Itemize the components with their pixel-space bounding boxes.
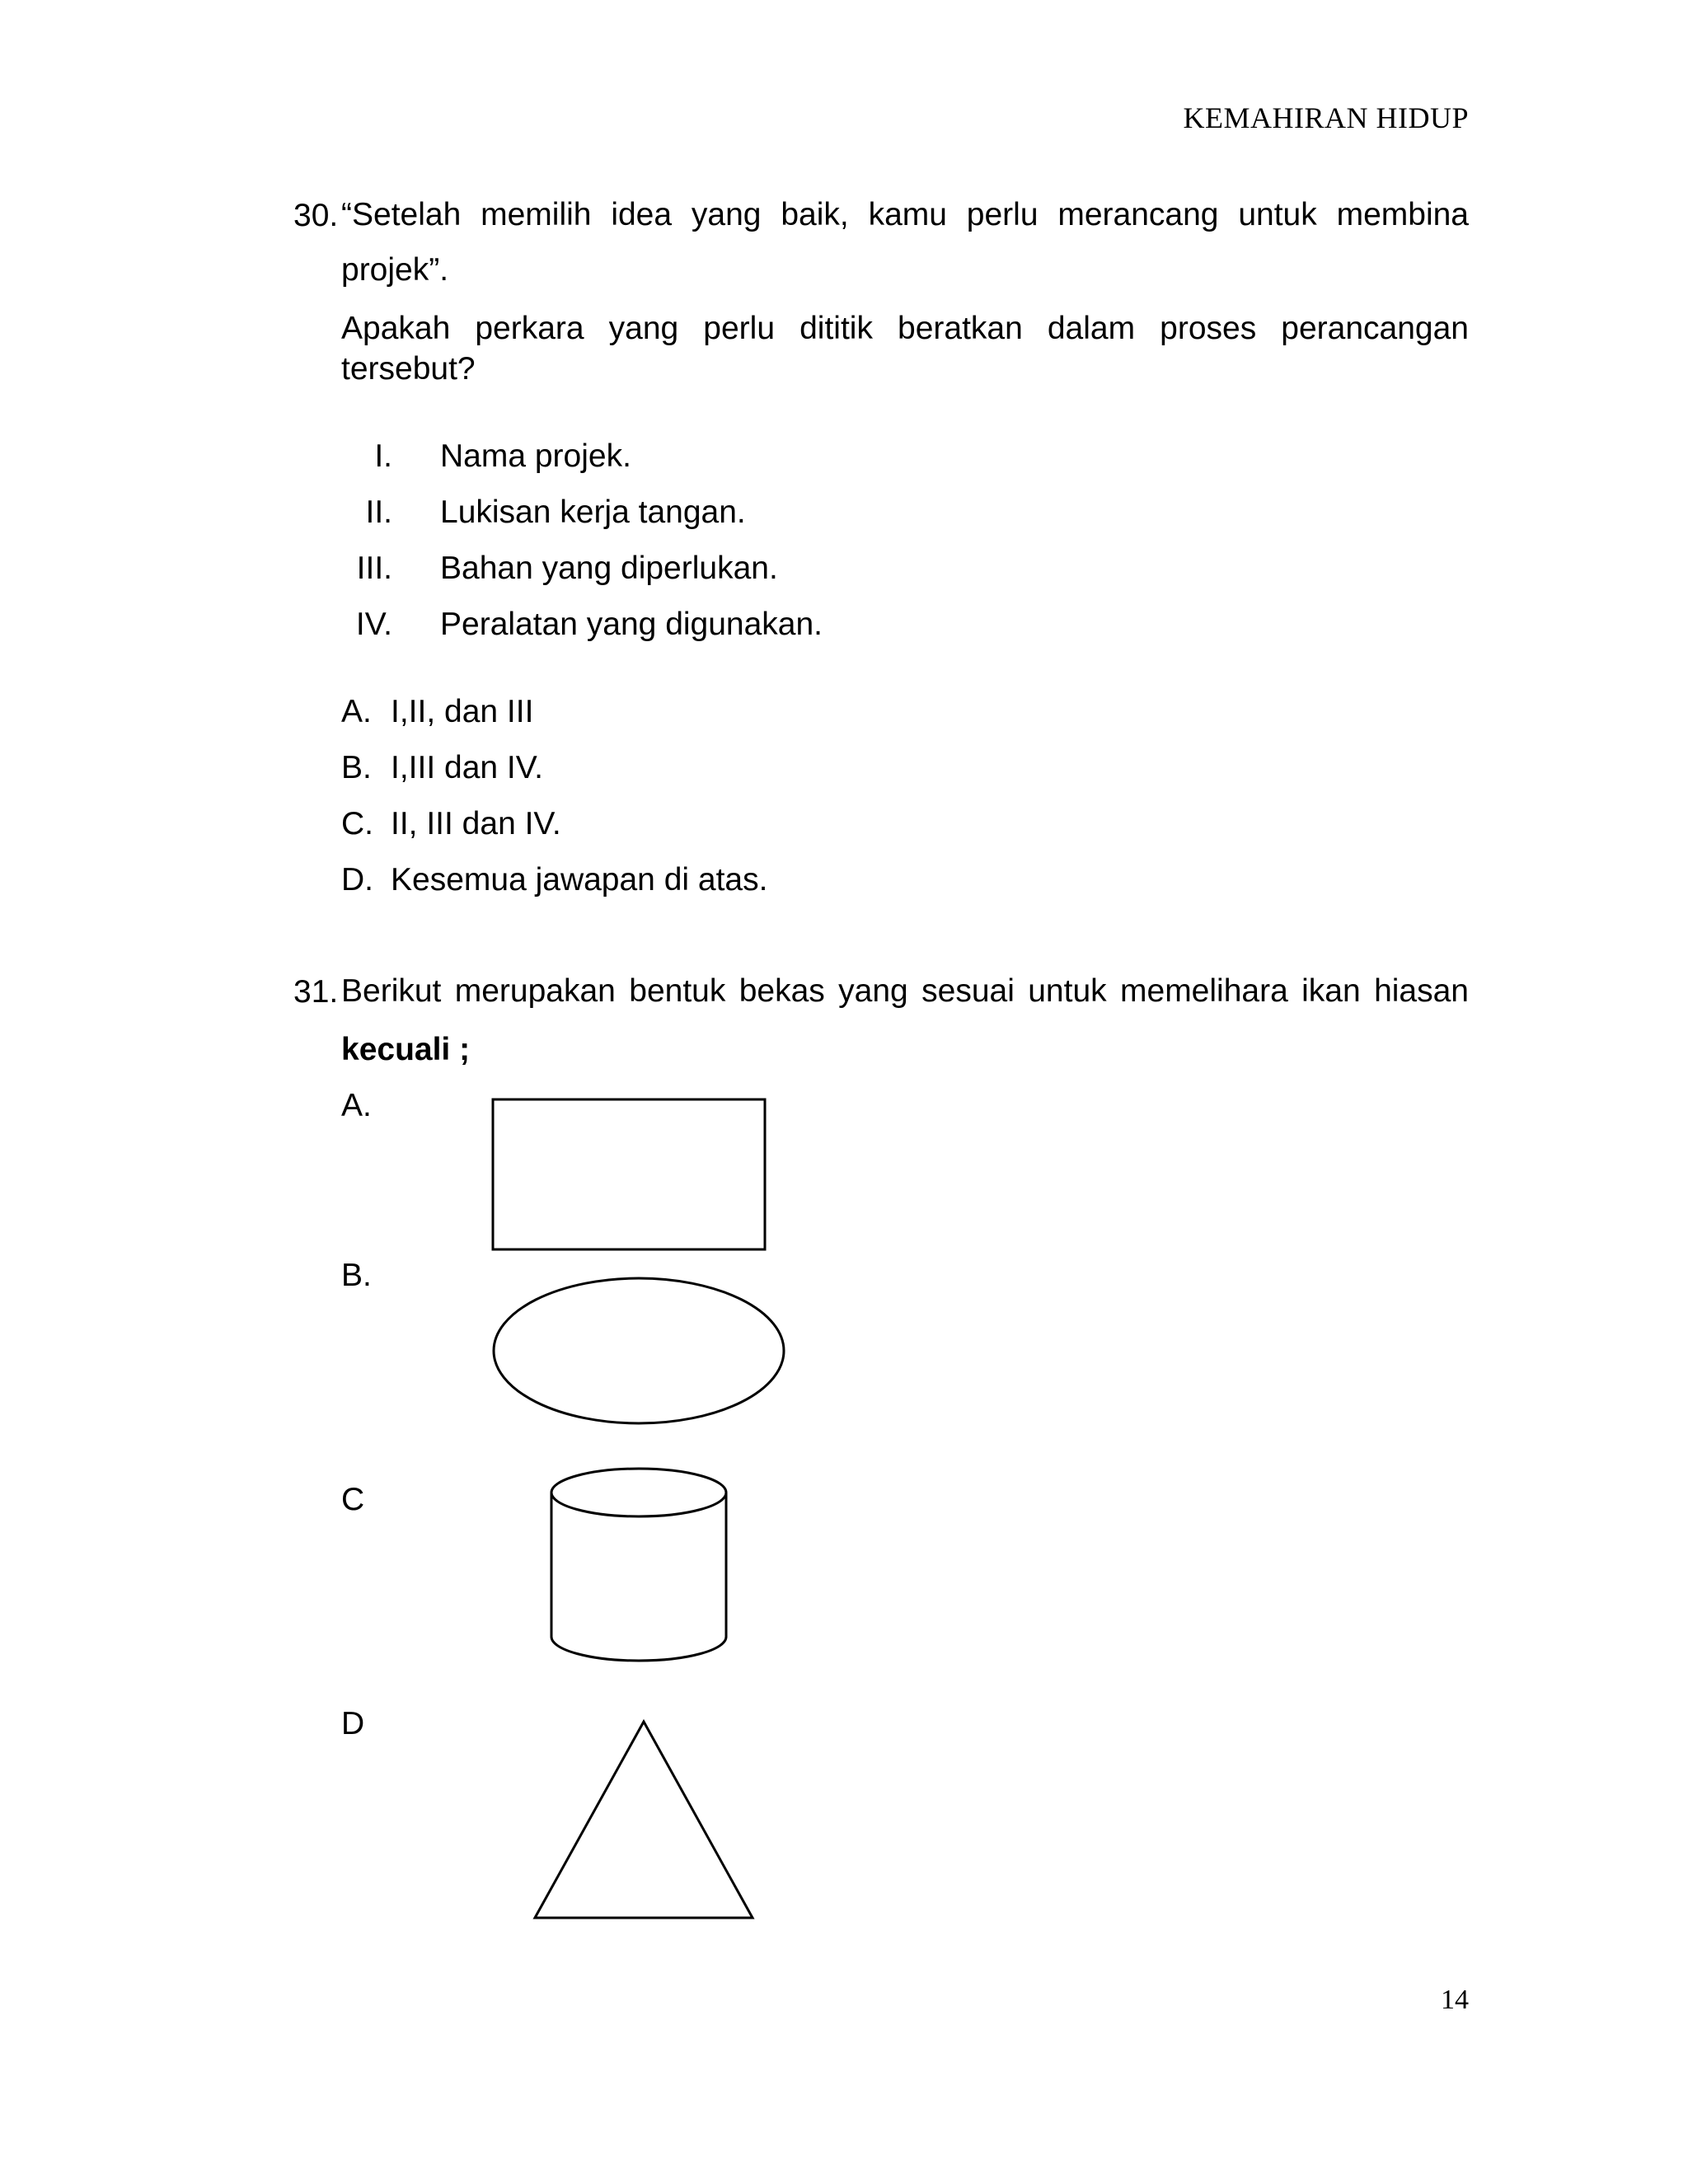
question-31-stem-bold: kecuali ; (341, 1032, 471, 1067)
option-letter: C (341, 1482, 365, 1517)
page-number: 14 (1441, 1985, 1469, 2015)
option-letter: B. (341, 750, 372, 785)
option-text: I,II, dan III (391, 694, 534, 729)
question-30-question (341, 308, 1469, 349)
question-30-stem (341, 194, 1469, 236)
question-30-question-line-1: Apakah perkara yang perlu dititik beratkan dalam proses perancangan (341, 311, 1469, 346)
statement-text: Nama projek. (440, 438, 631, 474)
statement-text: Peralatan yang digunakan. (440, 607, 823, 642)
statement-text: Lukisan kerja tangan. (440, 494, 746, 530)
rectangle-shape (491, 1098, 767, 1251)
question-30-stem-line-1: “Setelah memilih idea yang baik, kamu perlu merancang untuk membina (341, 197, 1469, 232)
option-letter: D. (341, 862, 373, 898)
question-30-question-line-2: tersebut? (341, 351, 476, 387)
option-letter: A. (341, 1088, 372, 1123)
option-text: II, III dan IV. (391, 806, 561, 841)
statement-numeral: II. (365, 494, 392, 530)
option-text: I,III dan IV. (391, 750, 544, 785)
option-letter: A. (341, 694, 372, 729)
triangle-shape (532, 1719, 755, 1920)
question-30-stem-line-2: projek”. (341, 252, 449, 288)
question-31-stem-line-1: Berikut merupakan bentuk bekas yang sesuai untuk memelihara ikan hiasan (341, 973, 1469, 1009)
option-text: Kesemua jawapan di atas. (391, 862, 768, 898)
cylinder-shape (549, 1465, 729, 1663)
question-30-number: 30. (293, 198, 339, 233)
statement-numeral: III. (356, 551, 392, 586)
page-header: KEMAHIRAN HIDUP (1183, 101, 1469, 134)
option-letter: D (341, 1706, 365, 1741)
ellipse-shape (491, 1276, 786, 1426)
question-31-stem (341, 971, 1469, 1012)
statement-numeral: I. (374, 438, 392, 474)
option-letter: B. (341, 1258, 372, 1293)
statement-text: Bahan yang diperlukan. (440, 551, 778, 586)
option-letter: C. (341, 806, 373, 841)
statement-numeral: IV. (355, 607, 392, 642)
question-31-number: 31. (293, 974, 339, 1010)
